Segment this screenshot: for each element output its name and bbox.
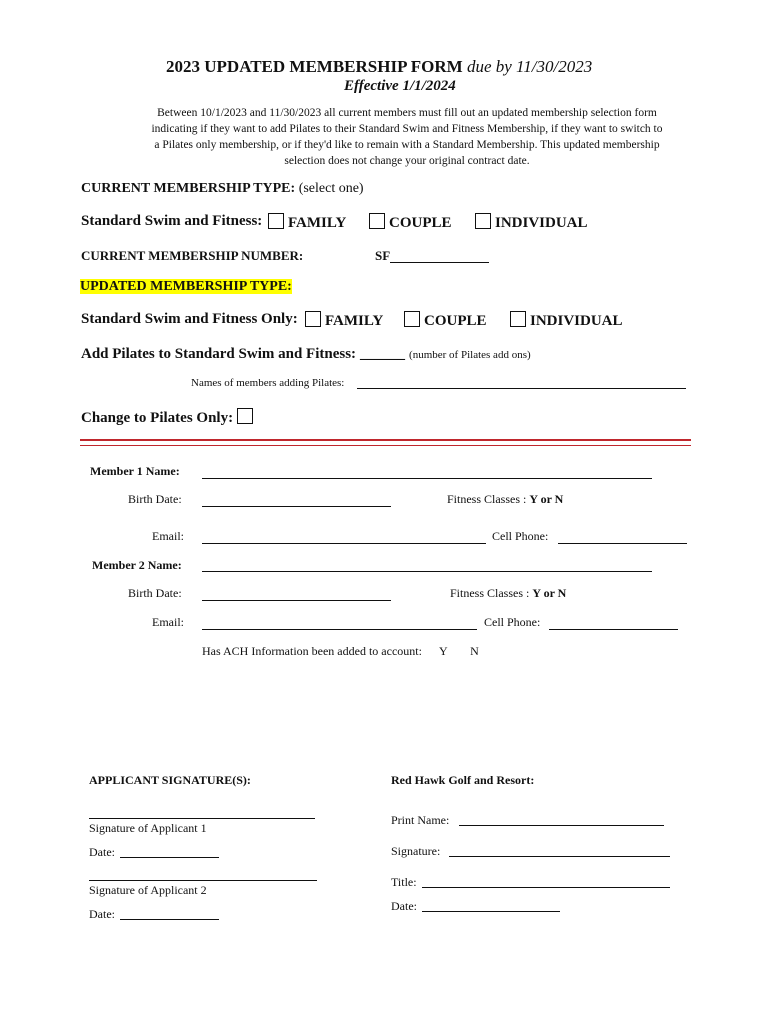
updated-option-individual[interactable] (506, 311, 623, 330)
updated-individual-checkbox[interactable] (510, 311, 526, 327)
member2-fitness-options[interactable]: Y or N (532, 586, 567, 600)
member2-email-label: Email: (152, 615, 184, 629)
applicant1-signature-label: Signature of Applicant 1 (89, 821, 207, 835)
intro-line: selection does not change your original contract date. (284, 155, 530, 167)
member2-fitness[interactable] (450, 586, 566, 601)
intro-line: indicating if they want to add Pilates to their Standard Swim and Fitness Membership, if they want to switch to (151, 123, 663, 135)
current-standard-row (81, 213, 262, 230)
current-standard-label: Standard Swim and Fitness: (81, 213, 263, 229)
pilates-only-row[interactable] (81, 408, 257, 427)
applicant1-date-field[interactable] (120, 857, 219, 858)
member1-cell-label: Cell Phone: (492, 529, 549, 543)
member1-fitness-options[interactable]: Y or N (529, 492, 564, 506)
updated-family-checkbox[interactable] (305, 311, 321, 327)
member1-fitness[interactable] (447, 492, 563, 507)
current-individual-label: INDIVIDUAL (495, 215, 588, 231)
member1-birth-field[interactable] (202, 506, 391, 507)
member2-birth-field[interactable] (202, 600, 391, 601)
member2-birth-label: Birth Date: (128, 586, 182, 600)
applicant2-date-field[interactable] (120, 919, 219, 920)
current-couple-checkbox[interactable] (369, 213, 385, 229)
form-title (166, 57, 592, 77)
resort-title-label: Title: (391, 875, 417, 889)
updated-option-family[interactable] (301, 311, 383, 330)
current-number-prefix: SF (375, 248, 391, 263)
current-membership-heading-note: (select one) (298, 181, 364, 196)
updated-membership-heading (80, 279, 292, 295)
add-pilates-note: (number of Pilates add ons) (409, 349, 531, 361)
ach-row (202, 644, 479, 659)
member2-email-field[interactable] (202, 629, 477, 630)
current-individual-checkbox[interactable] (475, 213, 491, 229)
resort-print-name-label: Print Name: (391, 813, 450, 827)
member2-name-field[interactable] (202, 571, 652, 572)
updated-individual-label: INDIVIDUAL (530, 313, 623, 329)
member1-email-label: Email: (152, 529, 184, 543)
resort-date-label: Date: (391, 899, 417, 913)
pilates-only-label: Change to Pilates Only: (81, 410, 234, 426)
resort-signature-field[interactable] (449, 856, 670, 857)
applicant2-signature-field[interactable] (89, 880, 317, 881)
updated-couple-checkbox[interactable] (404, 311, 420, 327)
member1-cell-field[interactable] (558, 543, 687, 544)
resort-print-name-field[interactable] (459, 825, 664, 826)
pilates-only-checkbox[interactable] (237, 408, 253, 424)
member2-cell-label: Cell Phone: (484, 615, 541, 629)
current-number-label: CURRENT MEMBERSHIP NUMBER: (81, 248, 304, 263)
updated-couple-label: COUPLE (424, 313, 487, 329)
member1-birth-label: Birth Date: (128, 492, 182, 506)
due-date: due by 11/30/2023 (466, 57, 593, 76)
resort-heading: Red Hawk Golf and Resort: (391, 773, 535, 787)
intro-paragraph (112, 105, 702, 169)
current-family-checkbox[interactable] (268, 213, 284, 229)
current-option-couple[interactable] (365, 213, 452, 232)
member1-name-label: Member 1 Name: (90, 464, 180, 478)
updated-membership-heading-text: UPDATED MEMBERSHIP TYPE: (80, 279, 292, 294)
current-membership-heading-text: CURRENT MEMBERSHIP TYPE: (81, 181, 296, 196)
updated-family-label: FAMILY (325, 313, 384, 329)
resort-signature-label: Signature: (391, 844, 441, 858)
current-number-field[interactable] (390, 262, 489, 263)
ach-yes-option[interactable]: Y (438, 644, 448, 658)
ach-label: Has ACH Information been added to account: (202, 644, 422, 658)
applicant2-signature-label: Signature of Applicant 2 (89, 883, 207, 897)
pilates-names-field[interactable] (357, 388, 686, 389)
current-couple-label: COUPLE (389, 215, 452, 231)
current-option-individual[interactable] (471, 213, 588, 232)
applicant2-date-label: Date: (89, 907, 115, 921)
applicant-signatures-heading: APPLICANT SIGNATURE(S): (89, 773, 251, 787)
applicant1-signature-field[interactable] (89, 818, 315, 819)
form-title-text: 2023 UPDATED MEMBERSHIP FORM (166, 57, 463, 76)
add-pilates-count-field[interactable]: ______ (360, 346, 406, 362)
section-divider (80, 439, 691, 441)
member2-fitness-label: Fitness Classes : (450, 586, 530, 600)
member1-email-field[interactable] (202, 543, 486, 544)
member2-name-label: Member 2 Name: (92, 558, 182, 572)
section-divider (80, 445, 691, 446)
intro-line: Between 10/1/2023 and 11/30/2023 all current members must fill out an updated membership selection form (157, 107, 657, 119)
ach-no-option[interactable]: N (470, 644, 479, 658)
member1-fitness-label: Fitness Classes : (447, 492, 527, 506)
effective-date: Effective 1/1/2024 (344, 78, 456, 94)
current-membership-heading (81, 181, 364, 197)
intro-line: a Pilates only membership, or if they'd like to remain with a Standard Membership. This updated membership (154, 139, 660, 151)
member2-cell-field[interactable] (549, 629, 678, 630)
add-pilates-row (81, 345, 531, 363)
current-family-label: FAMILY (288, 215, 347, 231)
applicant1-date-label: Date: (89, 845, 115, 859)
updated-standard-only-label: Standard Swim and Fitness Only: (81, 311, 298, 327)
member1-name-field[interactable] (202, 478, 652, 479)
resort-date-field[interactable] (422, 911, 560, 912)
add-pilates-label: Add Pilates to Standard Swim and Fitness: (81, 346, 357, 362)
resort-title-field[interactable] (422, 887, 670, 888)
current-option-family[interactable] (264, 213, 346, 232)
pilates-names-label: Names of members adding Pilates: (191, 377, 345, 389)
updated-option-couple[interactable] (400, 311, 487, 330)
